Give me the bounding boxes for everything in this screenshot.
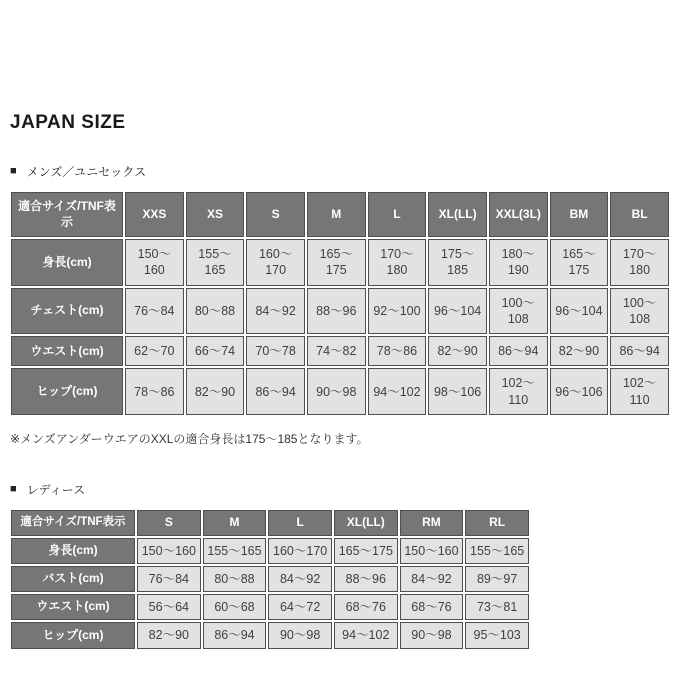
mens-size-table bbox=[9, 190, 671, 417]
size-range-cell: 160〜170 bbox=[268, 538, 332, 564]
size-column-header-cell: XS bbox=[186, 192, 245, 237]
row-label-cell: バスト(cm) bbox=[11, 566, 135, 592]
size-range-cell: 70〜78 bbox=[246, 336, 305, 366]
size-column-header-cell: L bbox=[268, 510, 332, 536]
size-range-cell: 90〜98 bbox=[307, 368, 366, 415]
size-range-cell: 88〜96 bbox=[334, 566, 398, 592]
table-row bbox=[11, 288, 669, 335]
size-range-cell: 92〜100 bbox=[368, 288, 427, 335]
size-range-cell: 80〜88 bbox=[203, 566, 267, 592]
header-row bbox=[11, 192, 669, 237]
size-range-cell: 86〜94 bbox=[610, 336, 669, 366]
size-range-cell: 150〜160 bbox=[125, 239, 184, 286]
size-range-cell: 150〜160 bbox=[400, 538, 464, 564]
size-range-cell: 175〜185 bbox=[428, 239, 487, 286]
table-row bbox=[11, 538, 529, 564]
table-row bbox=[11, 594, 529, 620]
size-range-cell: 60〜68 bbox=[203, 594, 267, 620]
mens-section-label-text: メンズ／ユニセックス bbox=[26, 165, 147, 179]
size-range-cell: 90〜98 bbox=[400, 622, 464, 648]
size-column-header-cell: M bbox=[203, 510, 267, 536]
size-column-header-cell: XXS bbox=[125, 192, 184, 237]
size-range-cell: 96〜104 bbox=[428, 288, 487, 335]
corner-header-cell: 適合サイズ/TNF表示 bbox=[11, 192, 123, 237]
size-range-cell: 94〜102 bbox=[334, 622, 398, 648]
size-range-cell: 155〜165 bbox=[203, 538, 267, 564]
size-range-cell: 155〜165 bbox=[186, 239, 245, 286]
mens-section bbox=[9, 163, 672, 447]
size-range-cell: 80〜88 bbox=[186, 288, 245, 335]
size-column-header-cell: BL bbox=[610, 192, 669, 237]
size-column-header-cell: RM bbox=[400, 510, 464, 536]
row-label-cell: ヒップ(cm) bbox=[11, 622, 135, 648]
size-column-header-cell: XXL(3L) bbox=[489, 192, 548, 237]
size-column-header-cell: M bbox=[307, 192, 366, 237]
header-row bbox=[11, 510, 529, 536]
size-column-header-cell: BM bbox=[550, 192, 609, 237]
size-range-cell: 100〜108 bbox=[610, 288, 669, 335]
size-range-cell: 56〜64 bbox=[137, 594, 201, 620]
size-column-header-cell: L bbox=[368, 192, 427, 237]
size-range-cell: 62〜70 bbox=[125, 336, 184, 366]
size-column-header-cell: XL(LL) bbox=[428, 192, 487, 237]
ladies-section-label-text: レディース bbox=[26, 482, 86, 497]
size-range-cell: 88〜96 bbox=[307, 288, 366, 335]
size-range-cell: 86〜94 bbox=[203, 622, 267, 648]
square-bullet-icon: ■ bbox=[10, 482, 17, 495]
table-row bbox=[11, 622, 529, 648]
table-row bbox=[11, 336, 669, 366]
row-label-cell: チェスト(cm) bbox=[11, 288, 123, 335]
table-row bbox=[11, 566, 529, 592]
corner-header-cell: 適合サイズ/TNF表示 bbox=[11, 510, 135, 536]
size-range-cell: 98〜106 bbox=[428, 368, 487, 415]
size-column-header-cell: XL(LL) bbox=[334, 510, 398, 536]
size-range-cell: 165〜175 bbox=[550, 239, 609, 286]
size-range-cell: 68〜76 bbox=[334, 594, 398, 620]
page-title: JAPAN SIZE bbox=[10, 112, 126, 133]
ladies-section-label bbox=[10, 481, 672, 498]
row-label-cell: ウエスト(cm) bbox=[11, 336, 123, 366]
size-range-cell: 86〜94 bbox=[246, 368, 305, 415]
size-range-cell: 78〜86 bbox=[368, 336, 427, 366]
size-range-cell: 96〜106 bbox=[550, 368, 609, 415]
size-range-cell: 170〜180 bbox=[368, 239, 427, 286]
size-range-cell: 90〜98 bbox=[268, 622, 332, 648]
size-range-cell: 102〜110 bbox=[489, 368, 548, 415]
size-range-cell: 84〜92 bbox=[400, 566, 464, 592]
size-range-cell: 82〜90 bbox=[137, 622, 201, 648]
size-range-cell: 68〜76 bbox=[400, 594, 464, 620]
size-range-cell: 66〜74 bbox=[186, 336, 245, 366]
size-range-cell: 94〜102 bbox=[368, 368, 427, 415]
size-column-header-cell: S bbox=[246, 192, 305, 237]
size-range-cell: 82〜90 bbox=[550, 336, 609, 366]
size-range-cell: 78〜86 bbox=[125, 368, 184, 415]
size-range-cell: 165〜175 bbox=[334, 538, 398, 564]
size-range-cell: 165〜175 bbox=[307, 239, 366, 286]
ladies-size-table bbox=[9, 508, 531, 651]
size-column-header-cell: RL bbox=[465, 510, 529, 536]
size-range-cell: 86〜94 bbox=[489, 336, 548, 366]
size-column-header-cell: S bbox=[137, 510, 201, 536]
size-range-cell: 150〜160 bbox=[137, 538, 201, 564]
size-range-cell: 170〜180 bbox=[610, 239, 669, 286]
size-range-cell: 73〜81 bbox=[465, 594, 529, 620]
size-range-cell: 96〜104 bbox=[550, 288, 609, 335]
square-bullet-icon: ■ bbox=[10, 165, 17, 177]
size-range-cell: 76〜84 bbox=[137, 566, 201, 592]
size-range-cell: 102〜110 bbox=[610, 368, 669, 415]
size-range-cell: 100〜108 bbox=[489, 288, 548, 335]
size-range-cell: 89〜97 bbox=[465, 566, 529, 592]
row-label-cell: 身長(cm) bbox=[11, 239, 123, 286]
size-range-cell: 64〜72 bbox=[268, 594, 332, 620]
size-range-cell: 82〜90 bbox=[186, 368, 245, 415]
size-range-cell: 84〜92 bbox=[246, 288, 305, 335]
size-range-cell: 74〜82 bbox=[307, 336, 366, 366]
table-row bbox=[11, 368, 669, 415]
row-label-cell: 身長(cm) bbox=[11, 538, 135, 564]
size-range-cell: 82〜90 bbox=[428, 336, 487, 366]
row-label-cell: ウエスト(cm) bbox=[11, 594, 135, 620]
ladies-section bbox=[9, 481, 672, 651]
mens-size-note: ※メンズアンダーウエアのXXLの適合身長は175〜185となります。 bbox=[10, 431, 369, 446]
row-label-cell: ヒップ(cm) bbox=[11, 368, 123, 415]
mens-section-label bbox=[10, 163, 672, 180]
size-range-cell: 95〜103 bbox=[465, 622, 529, 648]
size-range-cell: 155〜165 bbox=[465, 538, 529, 564]
size-range-cell: 76〜84 bbox=[125, 288, 184, 335]
size-range-cell: 160〜170 bbox=[246, 239, 305, 286]
size-range-cell: 180〜190 bbox=[489, 239, 548, 286]
size-range-cell: 84〜92 bbox=[268, 566, 332, 592]
table-row bbox=[11, 239, 669, 286]
